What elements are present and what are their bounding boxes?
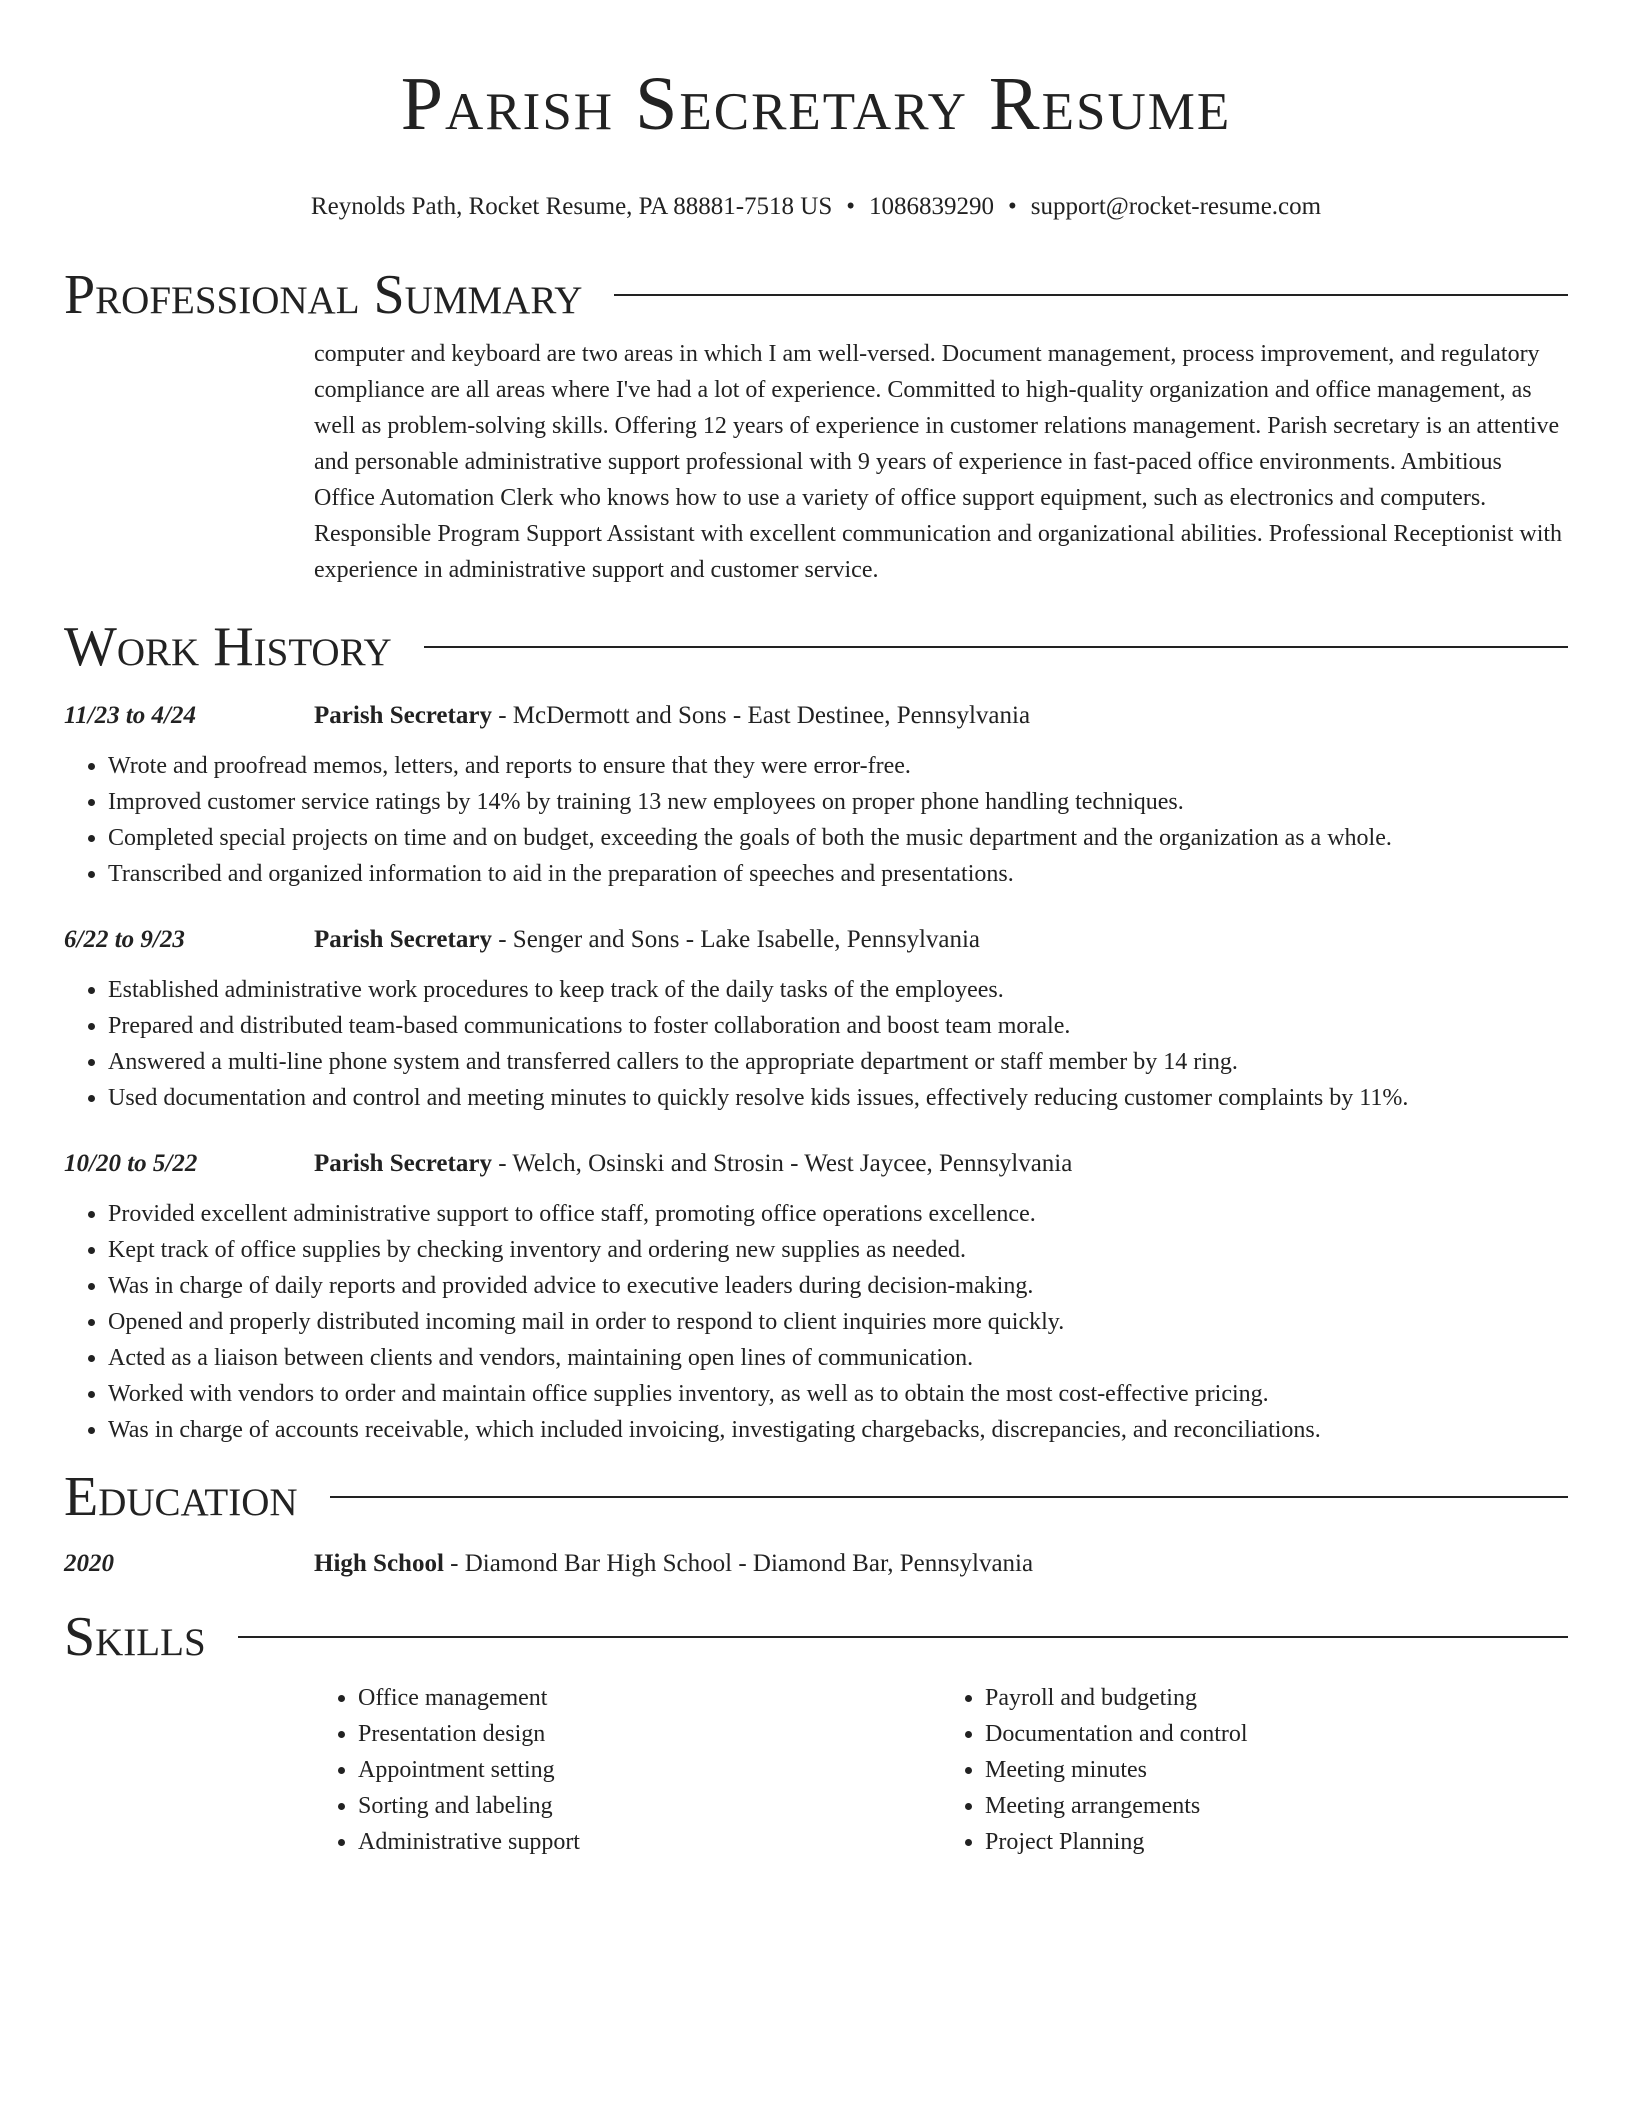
job-bullet: • Prepared and distributed team-based communications to foster collaboration and boost team morale. [108, 1008, 1568, 1044]
job-bullet: • Improved customer service ratings by 14% by training 13 new employees on proper phone handling techniques. [108, 784, 1568, 820]
job-bullet: • Worked with vendors to order and maintain office supplies inventory, as well as to obtain the most cost-effective pricing. [108, 1376, 1568, 1412]
resume-title: Parish Secretary Resume [400, 62, 1232, 146]
job-employer: - McDermott and Sons - East Destinee, Pennsylvania [491, 702, 1031, 729]
job-bullet: • Used documentation and control and meeting minutes to quickly resolve kids issues, effectively reducing customer complaints by 11%. [108, 1080, 1568, 1116]
job-date: 11/23 to 4/24 [64, 702, 196, 729]
section-title: Work History [64, 616, 392, 678]
job-title-line [314, 1146, 1072, 1182]
section-title: Education [64, 1466, 298, 1528]
job-entry [64, 922, 1568, 1116]
job-bullets [64, 972, 1568, 1116]
skill-item: • Meeting arrangements [985, 1788, 1568, 1824]
job-bullet: • Kept track of office supplies by checking inventory and ordering new supplies as needed. [108, 1232, 1568, 1268]
job-list [64, 698, 1568, 1448]
address: Reynolds Path, Rocket Resume, PA 88881-7518 US [310, 193, 833, 220]
skill-item: • Sorting and labeling [358, 1788, 941, 1824]
contact-line [64, 190, 1568, 224]
job-title: Parish Secretary [314, 702, 492, 729]
job-bullet: • Opened and properly distributed incoming mail in order to respond to client inquiries more quickly. [108, 1304, 1568, 1340]
job-employer: - Senger and Sons - Lake Isabelle, Pennsylvania [491, 926, 981, 953]
skill-item: • Presentation design [358, 1716, 941, 1752]
job-title: Parish Secretary [314, 926, 492, 953]
summary-section-header [64, 262, 1568, 328]
job-title-line [314, 922, 980, 958]
skill-item: • Administrative support [358, 1824, 941, 1860]
job-bullets [64, 748, 1568, 892]
separator: • [1008, 193, 1017, 220]
job-entry [64, 1146, 1568, 1448]
section-divider [330, 1496, 1568, 1498]
job-bullet: • Completed special projects on time and on budget, exceeding the goals of both the music department and the organization as a whole. [108, 820, 1568, 856]
job-bullet: • Wrote and proofread memos, letters, and reports to ensure that they were error-free. [108, 748, 1568, 784]
job-bullet: • Acted as a liaison between clients and vendors, maintaining open lines of communication. [108, 1340, 1568, 1376]
summary-text: computer and keyboard are two areas in which I am well-versed. Document management, process improvement, and regulatory compliance are all areas where I've had a lot of experience. Committed to high-quality organization and office management, as well as problem-solving skills. Offering 12 years of experience in customer relations management. Parish secretary is an attentive and personable administrative support professional with 9 years of experience in fast-paced office environments. Ambitious Office Automation Clerk who knows how to use a variety of office support equipment, such as electronics and computers. Responsible Program Support Assistant with excellent communication and organizational abilities. Professional Receptionist with experience in administrative support and customer service. [314, 341, 1563, 583]
skill-item: • Project Planning [985, 1824, 1568, 1860]
section-divider [238, 1636, 1568, 1638]
job-bullets [64, 1196, 1568, 1448]
job-bullet: • Transcribed and organized information to aid in the preparation of speeches and presentations. [108, 856, 1568, 892]
job-header [64, 698, 1568, 734]
job-bullet: • Provided excellent administrative support to office staff, promoting office operations excellence. [108, 1196, 1568, 1232]
education-date: 2020 [64, 1550, 114, 1577]
education-entry [314, 1546, 1033, 1582]
section-title: Professional Summary [64, 264, 583, 326]
job-bullet: • Established administrative work procedures to keep track of the daily tasks of the employees. [108, 972, 1568, 1008]
skills-list-right [941, 1680, 1568, 1860]
job-date: 6/22 to 9/23 [64, 926, 185, 953]
job-title: Parish Secretary [314, 1150, 492, 1177]
job-title-line [314, 698, 1030, 734]
job-bullet: • Was in charge of daily reports and provided advice to executive leaders during decision-making. [108, 1268, 1568, 1304]
section-title: Skills [64, 1606, 206, 1668]
education-row [64, 1546, 1568, 1582]
job-entry [64, 698, 1568, 892]
section-divider [424, 646, 1568, 648]
email: support@rocket-resume.com [1030, 193, 1322, 220]
job-employer: - Welch, Osinski and Strosin - West Jaycee, Pennsylvania [491, 1150, 1073, 1177]
skills-list-left [314, 1680, 941, 1860]
skill-item: • Office management [358, 1680, 941, 1716]
job-header [64, 922, 1568, 958]
separator: • [846, 193, 856, 220]
job-bullet: • Answered a multi-line phone system and transferred callers to the appropriate department or staff member by 14 ring. [108, 1044, 1568, 1080]
phone: 1086839290 [869, 193, 995, 220]
skill-item: • Meeting minutes [985, 1752, 1568, 1788]
work-section-header [64, 614, 1568, 680]
job-header [64, 1146, 1568, 1182]
job-date: 10/20 to 5/22 [64, 1150, 198, 1177]
skills-section-header [64, 1604, 1568, 1670]
education-detail: - Diamond Bar High School - Diamond Bar, Pennsylvania [443, 1550, 1034, 1577]
education-degree: High School [314, 1550, 444, 1577]
section-divider [614, 294, 1568, 296]
skill-item: • Payroll and budgeting [985, 1680, 1568, 1716]
education-section-header [64, 1464, 1568, 1530]
skills-columns [314, 1680, 1568, 1860]
skill-item: • Documentation and control [985, 1716, 1568, 1752]
job-bullet: • Was in charge of accounts receivable, which included invoicing, investigating chargebacks, discrepancies, and reconciliations. [108, 1412, 1568, 1448]
skill-item: • Appointment setting [358, 1752, 941, 1788]
